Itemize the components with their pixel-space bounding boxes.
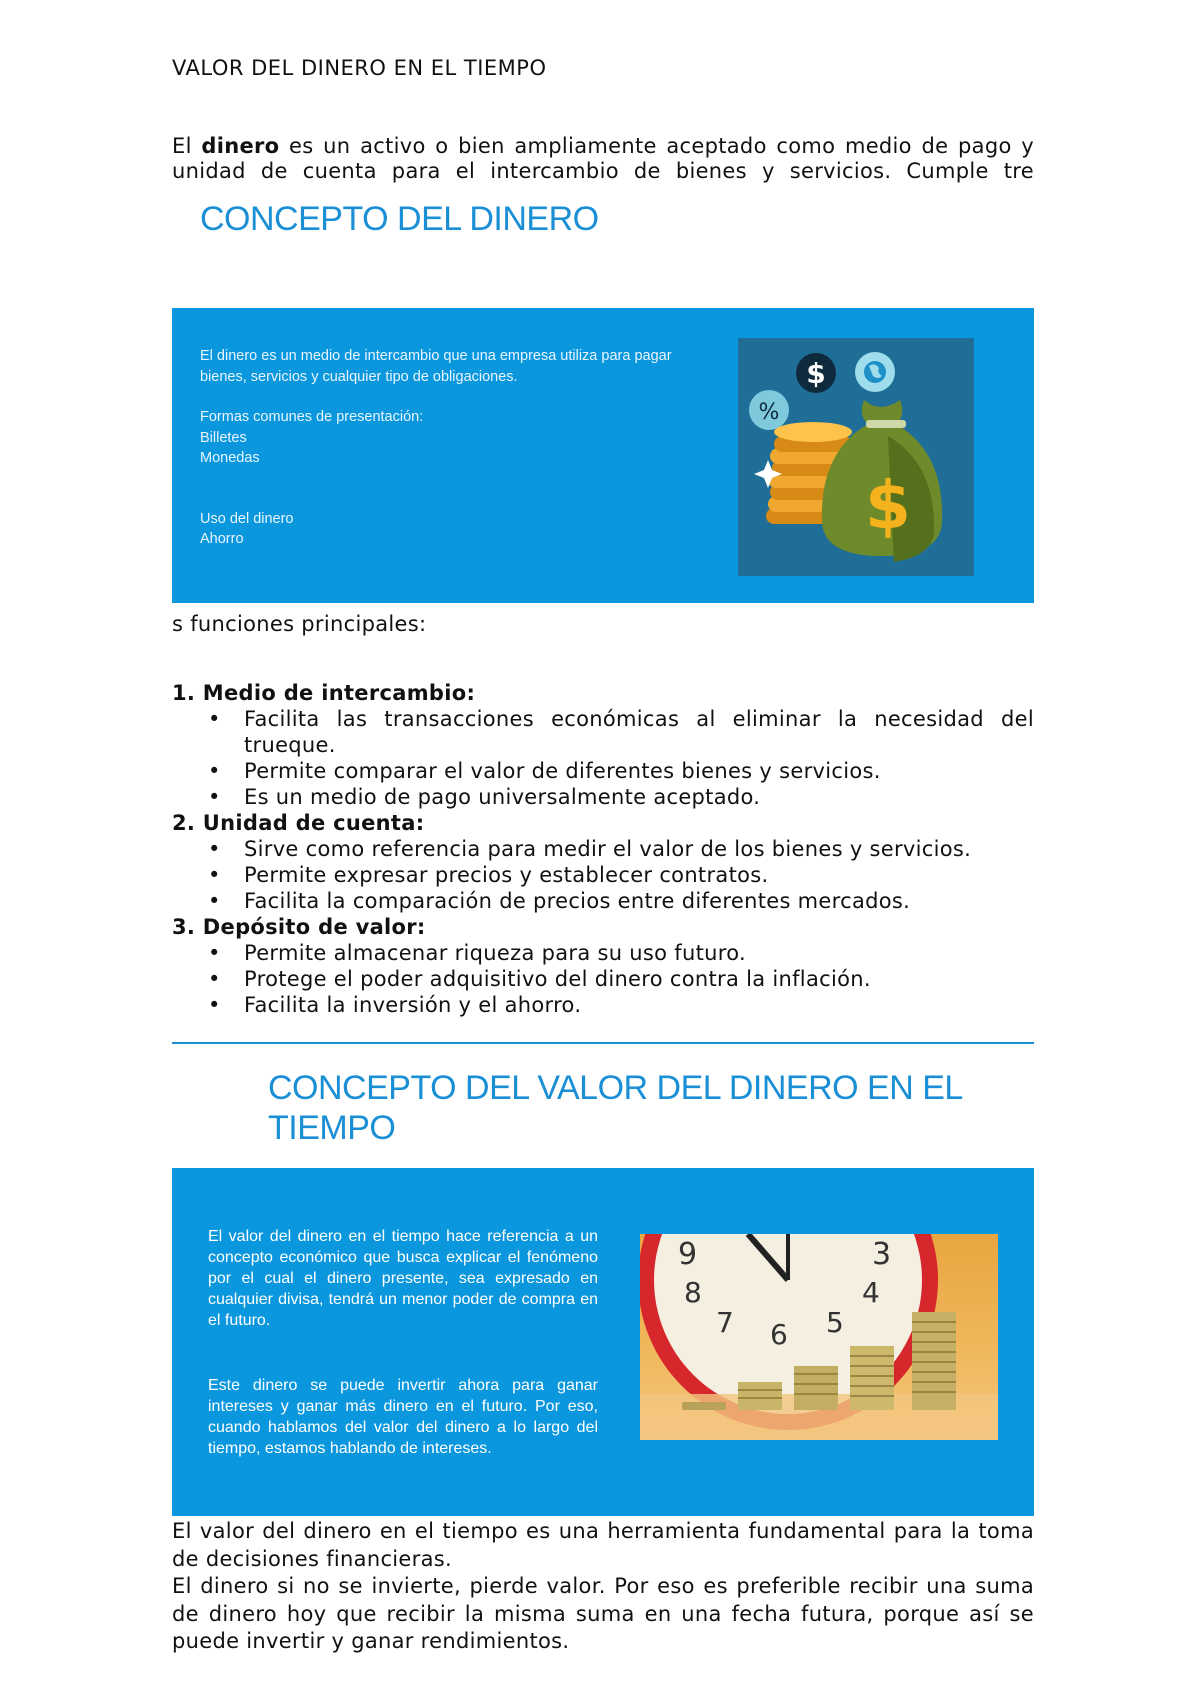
section-divider: [172, 1042, 1034, 1044]
intro-bold-term: dinero: [201, 134, 280, 158]
function-title: 3. Depósito de valor:: [172, 915, 426, 939]
svg-text:%: %: [758, 400, 780, 425]
svg-text:6: 6: [770, 1318, 788, 1351]
closing-text: [172, 1518, 1034, 1656]
list-item: • Es un medio de pago universalmente aceptado.: [208, 785, 761, 809]
intro-continuation: s funciones principales:: [172, 612, 427, 636]
svg-text:9: 9: [678, 1237, 698, 1272]
function-title: 2. Unidad de cuenta:: [172, 811, 425, 835]
list-item: • Sirve como referencia para medir el valor de los bienes y servicios.: [208, 837, 972, 861]
list-item: • Protege el poder adquisitivo del dinero contra la inflación.: [208, 967, 871, 991]
slide2-panel: [172, 1168, 1034, 1516]
dollar-icon: [796, 353, 836, 393]
closing-paragraph: El valor del dinero en el tiempo es una herramienta fundamental para la toma de decisiones financieras.: [172, 1519, 1034, 1571]
clock-coins-photo: [640, 1234, 998, 1440]
function-title: 1. Medio de intercambio:: [172, 681, 476, 705]
closing-paragraph: El dinero si no se invierte, pierde valor. Por eso es preferible recibir una suma de dinero hoy que recibir la misma suma en una fecha futura, porque así se puede invertir y ganar rendimientos.: [172, 1574, 1034, 1653]
functions-list: [172, 680, 1034, 1018]
percent-icon: [749, 390, 789, 430]
document-title: VALOR DEL DINERO EN EL TIEMPO: [172, 56, 547, 80]
svg-text:8: 8: [684, 1276, 702, 1309]
slide2-heading: CONCEPTO DEL VALOR DEL DINERO EN EL TIEMPO: [268, 1069, 963, 1147]
list-item: • Facilita la comparación de precios entre diferentes mercados.: [208, 889, 911, 913]
slide1-text: El dinero es un medio de intercambio que una empresa utiliza para pagar bienes, servicios y cualquier tipo de obligaciones. Formas comunes de presentación: Billetes Monedas Uso del dinero Ahorro: [200, 348, 672, 547]
svg-text:4: 4: [862, 1276, 880, 1309]
svg-text:$: $: [806, 357, 826, 390]
slide1-heading: CONCEPTO DEL DINERO: [200, 200, 599, 238]
slide2-text: El valor del dinero en el tiempo hace referencia a un concepto económico que busca explicar el fenómeno por el cual el dinero presente, sea expresado en cualquier divisa, tendrá un menor poder de compra en el futuro. Este dinero se puede invertir ahora para ganar intereses y ganar más dinero en el futuro. Por eso, cuando hablamos del valor del dinero a lo largo del tiempo, estamos hablando de intereses.: [208, 1228, 598, 1457]
list-item: • Permite expresar precios y establecer contratos.: [208, 863, 769, 887]
svg-text:7: 7: [716, 1306, 734, 1339]
svg-text:$: $: [865, 467, 911, 544]
intro-paragraph: El dinero es un activo o bien ampliamente aceptado como medio de pago y unidad de cuenta para el intercambio de bienes y servicios. Cumple tre: [172, 134, 1034, 183]
list-item: • Facilita las transacciones económicas al eliminar la necesidad del trueque.: [208, 707, 1034, 757]
svg-text:3: 3: [872, 1237, 892, 1272]
slide1-panel: [172, 308, 1034, 603]
list-item: • Permite almacenar riqueza para su uso futuro.: [208, 941, 746, 965]
globe-icon: [855, 352, 895, 392]
money-illustration: [738, 338, 974, 576]
list-item: • Permite comparar el valor de diferentes bienes y servicios.: [208, 759, 881, 783]
list-item: • Facilita la inversión y el ahorro.: [208, 993, 582, 1017]
svg-text:5: 5: [826, 1306, 844, 1339]
money-bag-icon: [822, 400, 942, 562]
